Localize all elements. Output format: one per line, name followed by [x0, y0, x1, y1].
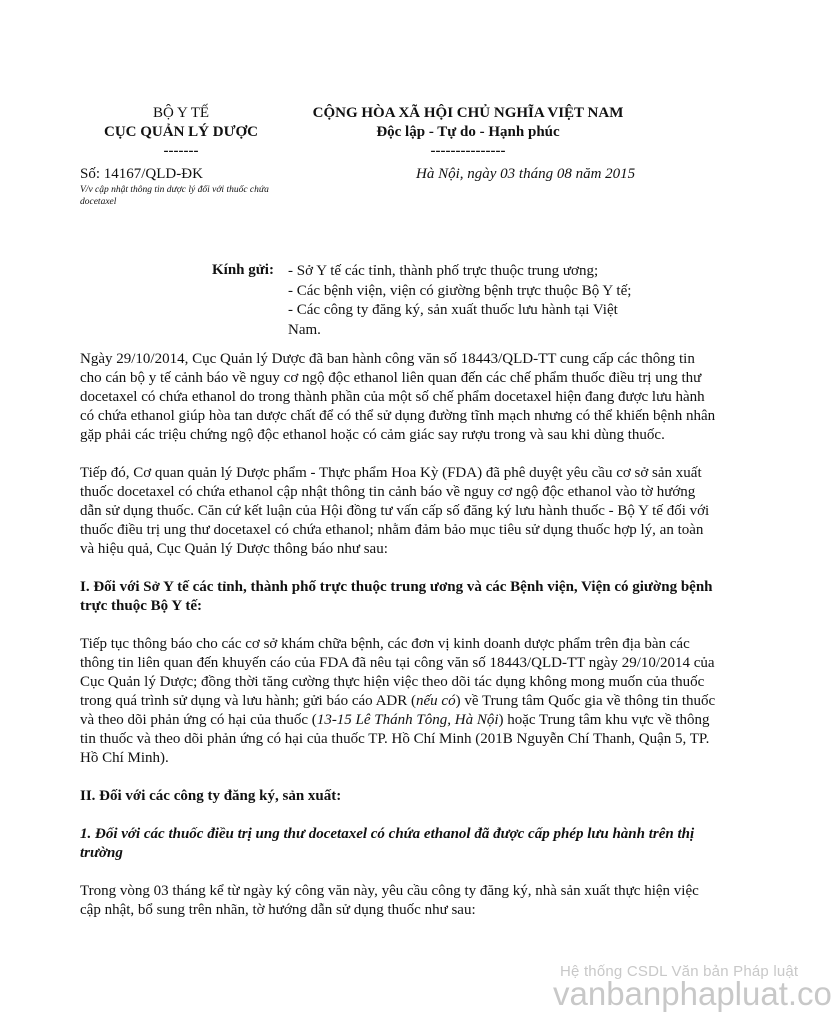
document-number: Số: 14167/QLD-ĐK: [80, 166, 203, 182]
watermark-line-2: vanbanphapluat.co: [553, 975, 832, 1012]
country-name: CỘNG HÒA XÃ HỘI CHỦ NGHĨA VIỆT NAM: [312, 105, 624, 121]
document-subject: V/v cập nhật thông tin dược lý đối với thuốc chứa docetaxel: [80, 185, 269, 207]
section-1-text-a: Tiếp tục thông báo cho các cơ sở khám chữa bệnh, các đơn vị kinh doanh dược phẩm trên địa bàn các thông tin liên quan đến khuyến cáo của FDA đã nêu tại công văn số 18443/QLD-TT ngày 29/10/2014 của Cục Quản lý Dược; đồng thời tăng cường thực hiện việc theo dõi tác dụng không mong muốn của thuốc trong quá trình sử dụng và lưu hành; gửi báo cáo ADR (: [80, 636, 715, 709]
subsection-1-text: Trong vòng 03 tháng kể từ ngày ký công văn này, yêu cầu công ty đăng ký, nhà sản xuất thực hiện việc cập nhật, bổ sung trên nhãn, tờ hướng dẫn sử dụng thuốc như sau:: [80, 883, 699, 918]
place-and-date: Hà Nội, ngày 03 tháng 08 năm 2015: [416, 166, 636, 182]
recipient-item: - Các bệnh viện, viện có giường bệnh trực thuộc Bộ Y tế;: [288, 282, 632, 299]
section-1-text-e: ) hoặc Trung tâm khu vực về thông tin thuốc và theo dõi phản ứng có hại của thuốc TP. Hồ Chí Minh (201B Nguyễn Chí Thanh, Quận 5, TP. Hồ Chí Minh).: [80, 712, 710, 766]
right-divider: ---------------: [430, 143, 506, 159]
section-1-text-d: 13-15 Lê Thánh Tông, Hà Nội: [316, 712, 499, 728]
recipients-list: [288, 262, 653, 340]
section-1-text: [80, 635, 720, 768]
ministry-name: BỘ Y TẾ: [152, 105, 210, 121]
recipient-item: - Các công ty đăng ký, sản xuất thuốc lưu hành tại Việt Nam.: [288, 302, 618, 338]
subsection-1-heading: 1. Đối với các thuốc điều trị ung thư docetaxel có chứa ethanol đã được cấp phép lưu hành trên thị trường: [80, 826, 695, 861]
section-1-text-b: nếu có: [416, 693, 456, 709]
section-1-text-c: ) về Trung tâm Quốc gia về thông tin thuốc và theo dõi phản ứng có hại của thuốc (: [80, 693, 716, 728]
paragraph-1: Ngày 29/10/2014, Cục Quản lý Dược đã ban hành công văn số 18443/QLD-TT cung cấp các thông tin cho cán bộ y tế cảnh báo về nguy cơ ngộ độc ethanol liên quan đến các chế phẩm thuốc điều trị ung thư docetaxel có chứa ethanol do trong thành phần của một số chế phẩm docetaxel hiện đang được lưu hành có chứa ethanol giúp hòa tan dược chất để có thể sử dụng đường tĩnh mạch nhưng có thể khiến bệnh nhân gặp phải các triệu chứng ngộ độc ethanol hoặc có cảm giác say rượu trong và sau khi dùng thuốc.: [80, 351, 716, 443]
paragraph-2: Tiếp đó, Cơ quan quản lý Dược phẩm - Thực phẩm Hoa Kỳ (FDA) đã phê duyệt yêu cầu cơ sở sản xuất thuốc docetaxel có chứa ethanol cập nhật thông tin cảnh báo về nguy cơ ngộ độc ethanol vào tờ hướng dẫn sử dụng thuốc. Căn cứ kết luận của Hội đồng tư vấn cấp số đăng ký lưu hành thuốc - Bộ Y tế đối với thuốc điều trị ung thư docetaxel có chứa ethanol; nhằm đảm bảo mục tiêu sử dụng thuốc hợp lý, an toàn và hiệu quả, Cục Quản lý Dược thông báo như sau:: [80, 465, 710, 557]
section-1-heading: I. Đối với Sở Y tế các tỉnh, thành phố trực thuộc trung ương và các Bệnh viện, Viện có giường bệnh trực thuộc Bộ Y tế:: [80, 579, 713, 614]
section-2-heading: II. Đối với các công ty đăng ký, sản xuất:: [80, 788, 342, 804]
document-body: [80, 350, 720, 920]
left-divider: -------: [163, 143, 199, 159]
recipients-label: Kính gửi:: [212, 262, 274, 278]
header-left: [86, 104, 276, 161]
agency-name: CỤC QUẢN LÝ DƯỢC: [103, 124, 259, 140]
header-right: [288, 104, 648, 161]
recipient-item: - Sở Y tế các tỉnh, thành phố trực thuộc trung ương;: [288, 263, 599, 279]
watermark-line-1: Hệ thống CSDL Văn bản Pháp luật: [560, 963, 799, 980]
motto: Độc lập - Tự do - Hạnh phúc: [376, 124, 560, 140]
